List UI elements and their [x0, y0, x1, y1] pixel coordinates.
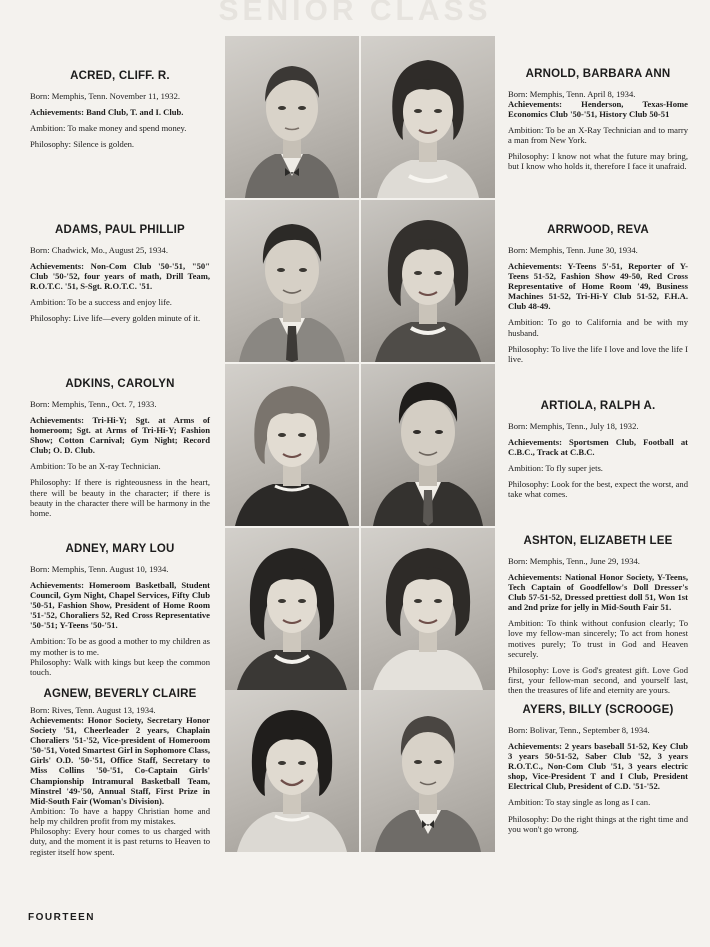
- senior-philosophy: Philosophy: If there is righteousness in the heart, there will be beauty in the character; if there is beauty in the character there will be harmony in the home.: [30, 477, 210, 518]
- senior-philosophy: Philosophy: Walk with kings but keep the common touch.: [30, 656, 210, 677]
- senior-born: Born: Memphis, Tenn. April 8, 1934.: [508, 88, 636, 99]
- senior-name: ASHTON, ELIZABETH LEE: [523, 535, 673, 547]
- male-portrait-image: [361, 364, 495, 526]
- portrait-photo-agnew: [225, 690, 359, 852]
- female-portrait-image: [225, 528, 359, 690]
- senior-philosophy: Philosophy: To live the life I love and love the life I live.: [508, 343, 688, 364]
- senior-entry-arrwood: [508, 224, 688, 370]
- senior-born: Born: Chadwick, Mo., August 25, 1934.: [30, 244, 168, 255]
- page-number-footer: FOURTEEN: [28, 912, 95, 923]
- senior-name: ARRWOOD, REVA: [547, 224, 649, 236]
- senior-philosophy: Philosophy: Every hour comes to us charged with duty, and the moment it is past returns to Heaven to register itself how spent.: [30, 826, 210, 857]
- female-portrait-image: [361, 200, 495, 362]
- senior-name: AGNEW, BEVERLY CLAIRE: [43, 688, 197, 700]
- senior-philosophy: Philosophy: Look for the best, expect the worst, and take what comes.: [508, 479, 688, 500]
- senior-born: Born: Memphis, Tenn. August 10, 1934.: [30, 563, 169, 574]
- senior-entry-adams: [30, 224, 210, 329]
- senior-ambition: Ambition: To stay single as long as I can.: [508, 797, 651, 808]
- senior-born: Born: Memphis, Tenn. November 11, 1932.: [30, 90, 181, 101]
- senior-born: Born: Bolivar, Tenn., September 8, 1934.: [508, 724, 650, 735]
- female-portrait-image: [361, 36, 495, 198]
- portrait-photo-arrwood: [361, 200, 495, 362]
- senior-born: Born: Memphis, Tenn., July 18, 1932.: [508, 420, 639, 431]
- senior-ambition: Ambition: To go to California and be with my husband.: [508, 317, 688, 338]
- senior-name: ADKINS, CAROLYN: [65, 378, 175, 390]
- senior-achievements: Achievements: Sportsmen Club, Football at C.B.C., Track at C.B.C.: [508, 436, 688, 457]
- senior-ambition: Ambition: To think without confusion clearly; To love my fellow-man sincerely; To act from honest motives purely; To trust in God and Heaven securely.: [508, 618, 688, 659]
- senior-name: ADNEY, MARY LOU: [65, 543, 175, 555]
- portrait-photo-adkins: [225, 364, 359, 526]
- senior-ambition: Ambition: To be as good a mother to my children as my mother is to me.: [30, 636, 210, 657]
- senior-achievements: Achievements: Band Club, T. and I. Club.: [30, 106, 184, 117]
- senior-ambition: Ambition: To make money and spend money.: [30, 122, 187, 133]
- portrait-photo-artiola: [361, 364, 495, 526]
- senior-entry-acred: [30, 70, 210, 155]
- senior-entry-artiola: [508, 400, 688, 505]
- portrait-photo-ayers: [361, 690, 495, 852]
- senior-achievements: Achievements: Henderson, Texas-Home Economics Club '50-'51, History Club 50-51: [508, 98, 688, 119]
- female-portrait-image: [225, 364, 359, 526]
- senior-entry-ashton: [508, 535, 688, 701]
- senior-ambition: Ambition: To have a happy Christian home and help my children profit from my mistakes.: [30, 805, 210, 827]
- male-portrait-image: [225, 200, 359, 362]
- female-portrait-image: [361, 528, 495, 690]
- male-portrait-image: [361, 690, 495, 852]
- senior-achievements: Achievements: Non-Com Club '50-'51, "50" Club '50-'52, four years of math, Drill Team, R.O.T.C. '51, S-Sgt. R.O.T.C. '51.: [30, 260, 210, 291]
- male-portrait-image: [225, 36, 359, 198]
- senior-born: Born: Memphis, Tenn., June 29, 1934.: [508, 555, 640, 566]
- senior-achievements: Achievements: Honor Society, Secretary Honor Society '51, Cheerleader 2 years, Chaplain Choraliers '51-'52, Vice-president of Homeroom '50-'51, Voted Smartest Girl in Sophomore Class, Girls' O.D. '50-'51, Office Staff, Secretary to Miss Collins '50-'51, Co-Captain Girls' Championship Intramural Basketball Team, Minstrel '49-'50, Annual Staff, First Prize in Mid-South Fair (Woman's Division).: [30, 714, 210, 806]
- senior-name: ACRED, CLIFF. R.: [70, 70, 170, 82]
- senior-name: AYERS, BILLY (SCROOGE): [522, 704, 674, 716]
- portrait-photo-arnold: [361, 36, 495, 198]
- senior-achievements: Achievements: National Honor Society, Y-Teens, Tech Captain of Goodfellow's Doll Dresser's Club 57-51-52, Dressed prettiest doll 51, Won 1st and 2nd prize for jelly in Mid-South Fair 51.: [508, 571, 688, 613]
- portrait-photo-acred: [225, 36, 359, 198]
- senior-philosophy: Philosophy: Live life—every golden minute of it.: [30, 313, 201, 324]
- female-portrait-image: [225, 690, 359, 852]
- senior-born: Born: Memphis, Tenn. June 30, 1934.: [508, 244, 638, 255]
- senior-philosophy: Philosophy: Love is God's greatest gift. Love God first, your fellow-man second, and yourself last, then the treasures of life and eternity are yours.: [508, 664, 688, 696]
- senior-entry-adney: [30, 543, 210, 683]
- senior-achievements: Achievements: Y-Teens 5'-51, Reporter of Y-Teens 51-52, Fashion Show 49-50, Red Cross Representative of Home Room '49, Business Machines 51-52, Tri-Hi-Y Club 51-52, F.H.A. Club 48-49.: [508, 260, 688, 312]
- senior-ambition: Ambition: To be an X-Ray Technician and to marry a man from New York.: [508, 124, 688, 146]
- senior-ambition: Ambition: To be an X-ray Technician.: [30, 461, 161, 472]
- portrait-photo-ashton: [361, 528, 495, 690]
- senior-entry-arnold: [508, 68, 688, 178]
- senior-born: Born: Memphis, Tenn., Oct. 7, 1933.: [30, 398, 157, 409]
- senior-entry-adkins: [30, 378, 210, 524]
- senior-ambition: Ambition: To fly super jets.: [508, 462, 603, 473]
- senior-name: ARTIOLA, RALPH A.: [540, 400, 656, 412]
- senior-entry-ayers: [508, 704, 688, 840]
- senior-ambition: Ambition: To be a success and enjoy life.: [30, 297, 172, 308]
- senior-achievements: Achievements: Tri-Hi-Y; Sgt. at Arms of homeroom; Sgt. at Arms of Tri-Hi-Y; Fashion Show; Cotton Carnival; Gym Night; Record Club; O. D. Club.: [30, 414, 210, 456]
- senior-philosophy: Philosophy: Do the right things at the right time and you won't go wrong.: [508, 813, 688, 834]
- senior-philosophy: Philosophy: I know not what the future may bring, but I know who holds it, therefore I face it unafraid.: [508, 151, 688, 172]
- senior-achievements: Achievements: Homeroom Basketball, Student Council, Gym Night, Chapel Services, Fifty Club '50-51, Fashion Show, President of Home Room '51-'52, Choraliers 52, Red Cross Representative '50-'51; Y-Teens '50-'51.: [30, 579, 210, 631]
- faded-page-header: SENIOR CLASS: [218, 0, 492, 27]
- portrait-photo-adney: [225, 528, 359, 690]
- senior-achievements: Achievements: 2 years baseball 51-52, Key Club 3 years 50-51-52, Saber Club '52, 3 years R.O.T.C., Non-Com Club '51, 3 years electric shop, Vice-President T and I Club, President Electrical Club, President of C.D. '51-'52.: [508, 740, 688, 792]
- senior-born: Born: Rives, Tenn. August 13, 1934.: [30, 704, 156, 715]
- senior-name: ARNOLD, BARBARA ANN: [525, 68, 671, 80]
- senior-philosophy: Philosophy: Silence is golden.: [30, 138, 135, 149]
- senior-entry-agnew: [30, 688, 210, 857]
- senior-name: ADAMS, PAUL PHILLIP: [55, 224, 185, 236]
- portrait-photo-adams: [225, 200, 359, 362]
